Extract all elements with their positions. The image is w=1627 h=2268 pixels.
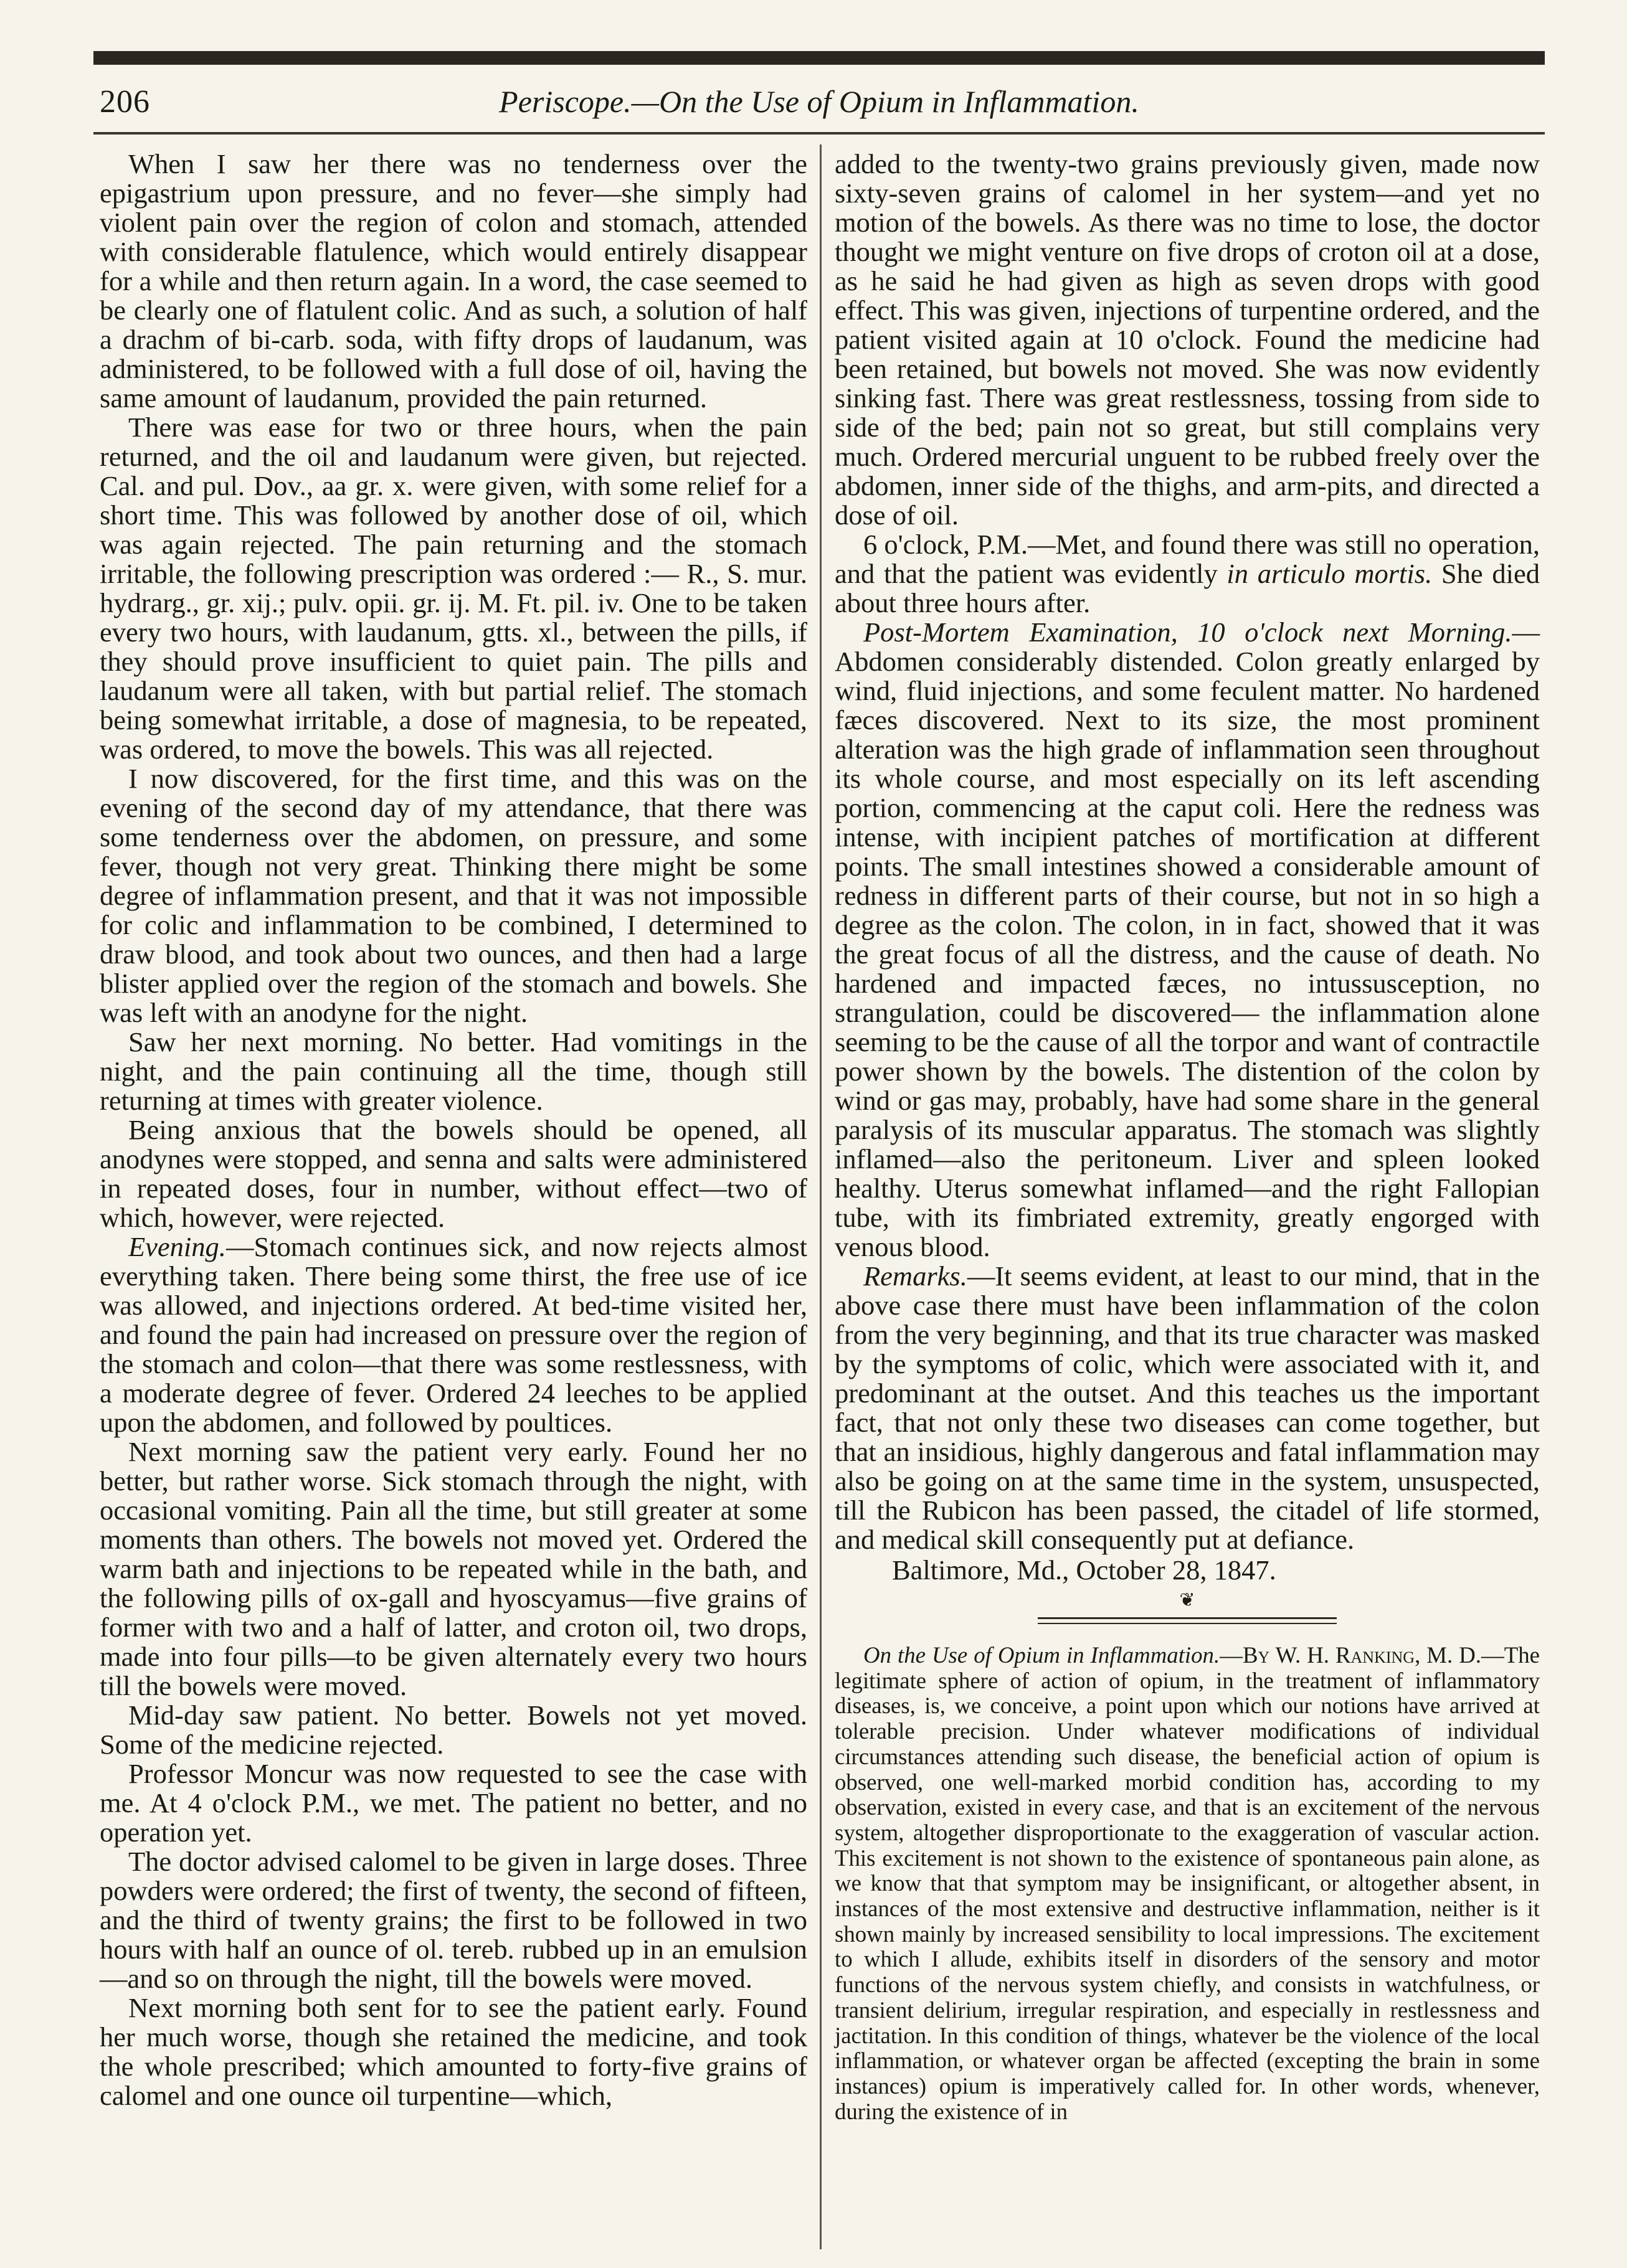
section-rule (1038, 1617, 1337, 1624)
header-rule (93, 132, 1545, 135)
paragraph (100, 1232, 807, 1437)
paragraph: Saw her next morning. No better. Had vomitings in the night, and the pain continuing all the time, though still returning at times with greater violence. (100, 1026, 807, 1116)
paragraph-text: 6 o'clock, P.M.—Met, and found there was still no operation, and that the patient was evidently (835, 529, 1540, 589)
paragraph: When I saw her there was no tenderness over the epigastrium upon pressure, and no fever—she simply had violent pain over the region of colon and stomach, attended with considerable flatulence, which would entirely disappear for a while and then return again. In a word, the case seemed to be clearly one of flatulent colic. And as such, a solution of half a drachm of bi-carb. soda, with fifty drops of laudanum, was administered, to be followed with a full dose of oil, having the same amount of laudanum, provided the pain returned. (100, 148, 807, 413)
page-number: 206 (100, 84, 150, 120)
page-header (93, 80, 1545, 127)
top-border-rule (93, 51, 1545, 65)
paragraph-text: —It seems evident, at least to our mind, that in the above case there must have been inflammation of the colon from the very beginning, and that its true character was masked by the symptoms of colic, which were associated with it, and predominant at the outset. And this teaches us the important fact, that not only these two diseases can come together, but that an insidious, highly dangerous and fatal inflammation may also be going on at the same time in the system, unsuspected, till the Rubicon has been passed, the citadel of life stormed, and medical skill consequently put at defiance. (835, 1260, 1540, 1555)
right-column (835, 149, 1540, 2248)
paragraph-text: — Abdomen considerably distended. Colon greatly enlarged by wind, fluid injections, and some feculent matter. No hardened fæces discovered. Next to its size, the most prominent alteration was the high grade of inflammation seen throughout its whole course, and most especially on its left ascending portion, commencing at the caput coli. Here the redness was intense, with incipient patches of mortification at different points. The small intestines showed a considerable amount of redness in different parts of their course, but not in so high a degree as the colon. The colon, in in fact, showed that it was the great focus of all the distress, and the cause of death. No hardened and impacted fæces, no intussusception, no strangulation, could be discovered— the inflammation alone seeming to be the cause of all the torpor and want of contractile power shown by the bowels. The distention of the colon by wind or gas may, probably, have had some share in the general paralysis of its muscular apparatus. The stomach was slightly inflamed—also the peritoneum. Liver and spleen looked healthy. Uterus somewhat inflamed—and the right Fallopian tube, with its fimbriated extremity, greatly engorged with venous blood. (835, 617, 1540, 1262)
paragraph: Next morning saw the patient very early. Found her no better, but rather worse. Sick stomach through the night, with occasional vomiting. Pain all the time, but still greater at some moments than others. The bowels not moved yet. Ordered the warm bath and injections to be repeated while in the bath, and the following pills of ox-gall and hyoscyamus—five grains of former with two and a half of latter, and croton oil, two drops, made into four pills—to be given alternately every two hours till the bowels were moved. (100, 1436, 807, 1701)
paragraph: Being anxious that the bowels should be opened, all anodynes were stopped, and senna and salts were administered in repeated doses, four in number, without effect—two of which, however, were rejected. (100, 1114, 807, 1233)
paragraph: The doctor advised calomel to be given in large doses. Three powders were ordered; the first of twenty, the second of fifteen, and the third of twenty grains; the first to be followed in two hours with half an ounce of ol. tereb. rubbed up in an emulsion—and so on through the night, till the bowels were moved. (100, 1846, 807, 1994)
dateline: Baltimore, Md., October 28, 1847. (892, 1554, 1276, 1585)
article-title: On the Use of Opium in Inflammation. (863, 1642, 1220, 1668)
article-body: —The legitimate sphere of action of opium, in the treatment of inflammatory diseases, is, we conceive, a point upon which our notions have arrived at tolerable precision. Under whatever modifications of individual circumstances attending such disease, the beneficial action of opium is observed, one well-marked morbid condition has, according to my observation, existed in every case, and that is an excitement of the nervous system, altogether disproportionate to the exaggeration of vascular action. This excitement is not shown to the existence of spontaneous pain alone, as we know that that symptom may be insignificant, or altogether absent, in instances of the most extensive and destructive inflammation, neither is it shown mainly by increased sensibility to local impressions. The excitement to which I allude, exhibits itself in disorders of the sensory and motor functions of the nervous system chiefly, and consists in watchfulness, or transient delirium, irregular respiration, and especially in restlessness and jactitation. In this condition of things, whatever be the violence of the local inflammation, or whatever organ be affected (excepting the brain in some instances) opium is imperatively called for. In other words, whenever, during the existence of in (835, 1642, 1540, 2124)
paragraph-lead: Evening. (128, 1231, 226, 1262)
paragraph: Mid-day saw patient. No better. Bowels not yet moved. Some of the medicine rejected. (100, 1699, 807, 1760)
article-byline: —By W. H. Ranking, M. D. (1220, 1642, 1481, 1668)
paragraph: There was ease for two or three hours, when the pain returned, and the oil and laudanum were given, but rejected. Cal. and pul. Dov., aa gr. x. were given, with some relief for a short time. This was followed by another dose of oil, which was again rejected. The pain returning and the stomach irritable, the following prescription was ordered :— R., S. mur. hydrarg., gr. xij.; pulv. opii. gr. ij. M. Ft. pil. iv. One to be taken every two hours, with laudanum, gtts. xl., between the pills, if they should prove insufficient to quiet pain. The pills and laudanum were all taken, with but partial relief. The stomach being somewhat irritable, a dose of magnesia, to be repeated, was ordered, to move the bowels. This was all rejected. (100, 412, 807, 765)
paragraph: Professor Moncur was now requested to see the case with me. At 4 o'clock P.M., we met. The patient no better, and no operation yet. (100, 1758, 807, 1848)
paragraph (835, 618, 1540, 1262)
paragraph: I now discovered, for the first time, and this was on the evening of the second day of my attendance, that there was some tenderness over the abdomen, on pressure, and some fever, though not very great. Thinking there might be some degree of inflammation present, and that it was not impossible for colic and inflammation to be combined, I determined to draw blood, and took about two ounces, and then had a large blister applied over the region of the stomach and bowels. She was left with an anodyne for the night. (100, 763, 807, 1028)
paragraph: Next morning both sent for to see the patient early. Found her much worse, though she retained the medicine, and took the whole prescribed; which amounted to forty-five grains of calomel and one ounce oil turpentine—which, (100, 1992, 807, 2111)
column-divider (820, 144, 822, 2249)
running-head: Periscope.—On the Use of Opium in Inflammation. (499, 84, 1139, 119)
paragraph-text: —Stomach continues sick, and now rejects almost everything taken. There being some thirst, the free use of ice was allowed, and injections ordered. At bed-time visited her, and found the pain had increased on pressure over the region of the stomach and colon—that there was some restlessness, with a moderate degree of fever. Ordered 24 leeches to be applied upon the abdomen, and followed by poultices. (100, 1231, 807, 1438)
ornament-icon: ❦ (1179, 1589, 1195, 1610)
paragraph-lead: Remarks. (863, 1260, 967, 1292)
paragraph-italic: in articulo mortis. (1226, 558, 1433, 589)
paragraph (835, 1262, 1540, 1554)
paragraph (835, 1643, 1540, 2124)
paragraph: added to the twenty-two grains previously given, made now sixty-seven grains of calomel in her system—and yet no motion of the bowels. As there was no time to lose, the doctor thought we might venture on five drops of croton oil at a dose, as he said he had given as high as seven drops with good effect. This was given, injections of turpentine ordered, and the patient visited again at 10 o'clock. Found the medicine had been retained, but bowels not moved. She was now evidently sinking fast. There was great restlessness, tossing from side to side of the bed; pain not so great, but still complains very much. Ordered mercurial unguent to be rubbed freely over the abdomen, inner side of the thighs, and arm-pits, and directed a dose of oil. (835, 148, 1540, 531)
article-excerpt (835, 1643, 1540, 2124)
paragraph (835, 530, 1540, 618)
paragraph-lead: Post-Mortem Examination, 10 o'clock next Morning. (863, 617, 1512, 648)
paragraph-text: She died about three hours after. (835, 558, 1540, 618)
left-column (100, 149, 807, 2248)
